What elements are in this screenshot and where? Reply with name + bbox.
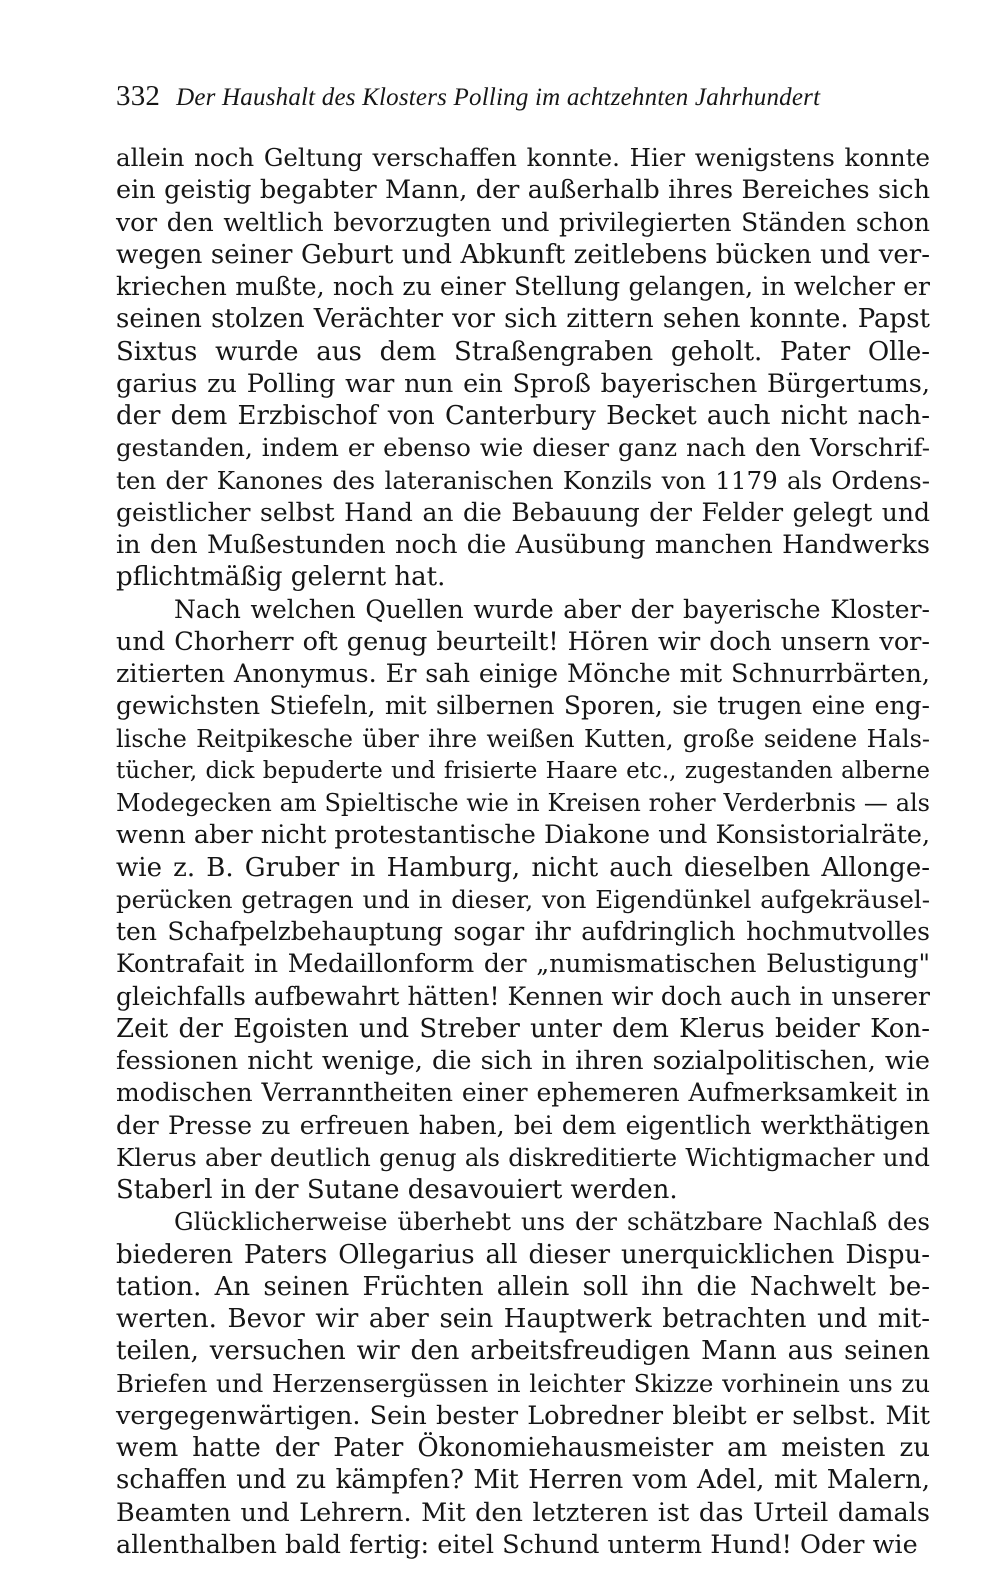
text-line: Briefen und Herzensergüssen in leichter Skizze vorhinein uns zu xyxy=(116,1368,930,1398)
text-line: gleichfalls aufbewahrt hätten! Kennen wir doch auch in unserer xyxy=(116,981,930,1011)
text-line: allein noch Geltung verschaffen konnte. Hier wenigstens konnte xyxy=(116,143,930,172)
text-line: ten Schafpelzbehauptung sogar ihr aufdringlich hochmutvolles xyxy=(116,917,930,946)
text-line: ein geistig begabter Mann, der außerhalb ihres Bereiches sich xyxy=(116,175,930,206)
text-line: pflichtmäßig gelernt hat. xyxy=(116,562,446,593)
text-line: Klerus aber deutlich genug als diskreditierte Wichtigmacher und xyxy=(116,1142,930,1172)
text-line: werten. Bevor wir aber sein Hauptwerk betrachten und mit- xyxy=(116,1304,930,1334)
text-line: gestanden, indem er ebenso wie dieser ganz nach den Vorschrif- xyxy=(116,433,930,463)
text-line: tation. An seinen Früchten allein soll ihn die Nachwelt be- xyxy=(116,1271,930,1302)
text-line: modischen Verranntheiten einer ephemeren Aufmerksamkeit in xyxy=(116,1078,930,1108)
text-line: perücken getragen und in dieser, von Eigendünkel aufgekräusel- xyxy=(116,884,930,914)
text-line: wegen seiner Geburt und Abkunft zeitlebens bücken und ver- xyxy=(116,239,930,270)
text-line: wem hatte der Pater Ökonomiehausmeister am meisten zu xyxy=(116,1433,930,1463)
text-line: und Chorherr oft genug beurteilt! Hören wir doch unsern vor- xyxy=(116,626,930,657)
text-line: ten der Kanones des lateranischen Konzils von 1179 als Ordens- xyxy=(116,465,930,495)
text-line: biederen Paters Ollegarius all dieser unerquicklichen Dispu- xyxy=(116,1239,930,1270)
running-title: Der Haushalt des Klosters Polling im achtzehnten Jahrhundert xyxy=(176,84,821,111)
text-line: seinen stolzen Verächter vor sich zittern sehen konnte. Papst xyxy=(116,304,930,335)
paragraph xyxy=(116,1206,930,1561)
text-line: in den Mußestunden noch die Ausübung manchen Handwerks xyxy=(116,530,930,560)
book-page xyxy=(116,80,931,1560)
text-line: Kontrafait in Medaillonform der „numismatischen Belustigung" xyxy=(116,949,930,979)
page-number: 332 xyxy=(116,80,161,112)
text-line: Zeit der Egoisten und Streber unter dem Klerus beider Kon- xyxy=(116,1013,930,1044)
text-line: wenn aber nicht protestantische Diakone und Konsistorialräte, xyxy=(116,820,931,851)
text-line: tücher, dick bepuderte und frisierte Haare etc., zugestanden alberne xyxy=(116,757,930,784)
page-header xyxy=(116,80,930,124)
text-line: fessionen nicht wenige, die sich in ihren sozialpolitischen, wie xyxy=(116,1046,930,1076)
text-line: garius zu Polling war nun ein Sproß bayerischen Bürgertums, xyxy=(116,368,930,399)
text-line: lische Reitpikesche über ihre weißen Kutten, große seidene Hals- xyxy=(116,724,930,753)
text-line: zitierten Anonymus. Er sah einige Mönche mit Schnurrbärten, xyxy=(116,659,930,689)
text-line: teilen, versuchen wir den arbeitsfreudigen Mann aus seinen xyxy=(116,1336,930,1367)
text-line: schaffen und zu kämpfen? Mit Herren vom Adel, mit Malern, xyxy=(116,1465,930,1496)
text-line: Staberl in der Sutane desavouiert werden. xyxy=(116,1175,678,1205)
paragraph xyxy=(116,142,930,594)
text-line: Sixtus wurde aus dem Straßengraben geholt. Pater Olle- xyxy=(116,336,930,367)
text-line: kriechen mußte, noch zu einer Stellung gelangen, in welcher er xyxy=(116,272,930,301)
text-line: Glücklicherweise überhebt uns der schätzbare Nachlaß des xyxy=(174,1207,930,1237)
text-line: Beamten und Lehrern. Mit den letzteren ist das Urteil damals xyxy=(116,1497,930,1528)
text-line: Nach welchen Quellen wurde aber der bayerische Kloster- xyxy=(174,594,930,624)
text-line: allenthalben bald fertig: eitel Schund unterm Hund! Oder wie xyxy=(116,1529,918,1560)
text-line: vor den weltlich bevorzugten und privilegierten Ständen schon xyxy=(116,207,930,237)
text-line: geistlicher selbst Hand an die Bebauung der Felder gelegt und xyxy=(116,497,930,527)
text-line: Modegecken am Spieltische wie in Kreisen roher Verderbnis — als xyxy=(116,789,930,817)
text-line: der Presse zu erfreuen haben, bei dem eigentlich werkthätigen xyxy=(116,1110,930,1140)
text-line: wie z. B. Gruber in Hamburg, nicht auch dieselben Allonge- xyxy=(116,852,930,883)
paragraph xyxy=(116,594,930,1207)
text-line: gewichsten Stiefeln, mit silbernen Sporen, sie trugen eine eng- xyxy=(116,691,930,721)
text-line: vergegenwärtigen. Sein bester Lobredner bleibt er selbst. Mit xyxy=(116,1400,930,1431)
text-body xyxy=(116,142,930,1561)
text-line: der dem Erzbischof von Canterbury Becket auch nicht nach- xyxy=(116,401,930,431)
